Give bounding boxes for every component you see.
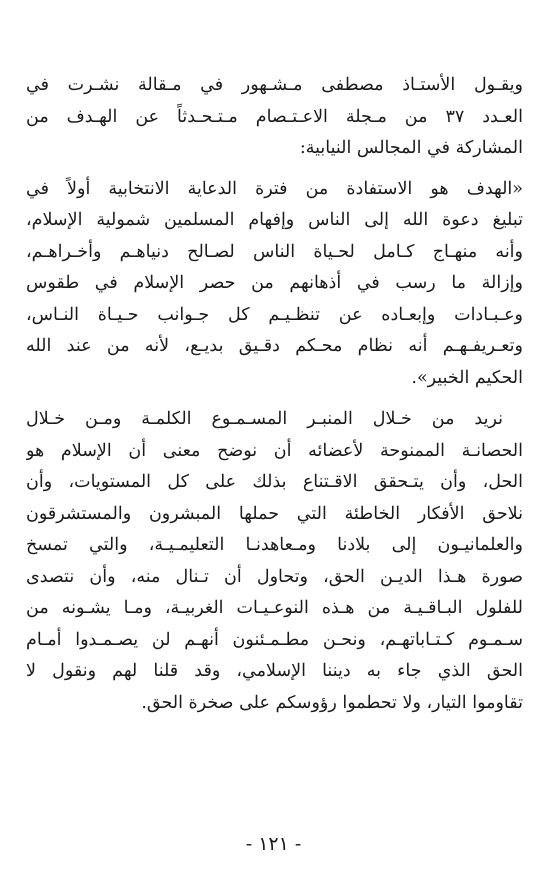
text-line: وأنه منهـاج كـامل لحـياة الناس لصـالح دنياهـم وأخـراهـم، <box>26 241 523 262</box>
text-line: وإزالة ما رسب في أذهانهم من حصر الإسلام في طقوس <box>26 273 523 293</box>
text-line: وعـبـادات وإبعـاده عن تنظـيـم كل جـوانب حـيـاة النـاس، <box>26 304 523 325</box>
text-line: «الهدف هو الاستفادة من فترة الدعاية الانتخابية أولاً في <box>26 178 523 199</box>
text-line: الحصانـة الممنوحة لأعضائه أن نوضح معنى أن الإسلام هو <box>26 440 523 461</box>
text-line: نلاحق الأفكار الخاطئة التي حملها المبشرون والمستشرقون <box>26 503 523 524</box>
text-line: صورة هـذا الديـن الحق، وتحاول أن تـنال منه، وأن نتصدى <box>26 566 523 587</box>
text-line: والعلمانيـون إلى بلادنا ومـعاهدنـا التعليمـيـة، والتي تمسخ <box>26 535 523 555</box>
quote-paragraph <box>26 174 523 395</box>
text-line: سـمـوم كـتـاباتهـم، ونحـن مطـمـئنون أنهـم لن يصـمـدوا أمـام <box>26 629 523 650</box>
text-line: ويقـول الأستـاذ مصطفى مـشـهور في مـقالة نشـرت في <box>26 75 523 95</box>
text-line: الحق الذي جاء به ديننا الإسلامي، وقد قلنا لهم ونقول لا <box>26 661 523 681</box>
intro-paragraph <box>26 70 523 165</box>
page-body <box>26 70 523 719</box>
text-line: تبليغ دعوة الله إلى الناس وإفهام المسلمين شمولية الإسلام، <box>26 210 523 230</box>
page-number: - ١٢١ - <box>245 833 302 855</box>
text-line: للفلول البـاقـيـة من هـذه النوعـيـات الغربيـة، ومـا يشـونه من <box>26 598 523 618</box>
text-line: نريد من خـلال المنبـر المسـمـوع الكلمـة ومـن خـلال <box>26 409 503 429</box>
text-line: العـدد ٣٧ من مـجلة الاعـتـصام مـتـحـدثاً عن الهـدف من <box>26 106 523 127</box>
body-paragraph <box>26 404 523 719</box>
text-line: وتعـريفـهـم أنه نظام محـكم دقـيق بديـع، لأنه من عند الله <box>26 336 523 356</box>
text-line: الحكيم الخبير». <box>411 367 523 388</box>
text-line: تقاوموا التيار، ولا تحطموا رؤوسكم على صخرة الحق. <box>141 692 523 713</box>
text-line: الحل، وأن يتـحقق الاقـتناع بذلك على كل المستويات، وأن <box>26 472 523 492</box>
text-line: المشاركة في المجالس النيابية: <box>299 138 523 158</box>
